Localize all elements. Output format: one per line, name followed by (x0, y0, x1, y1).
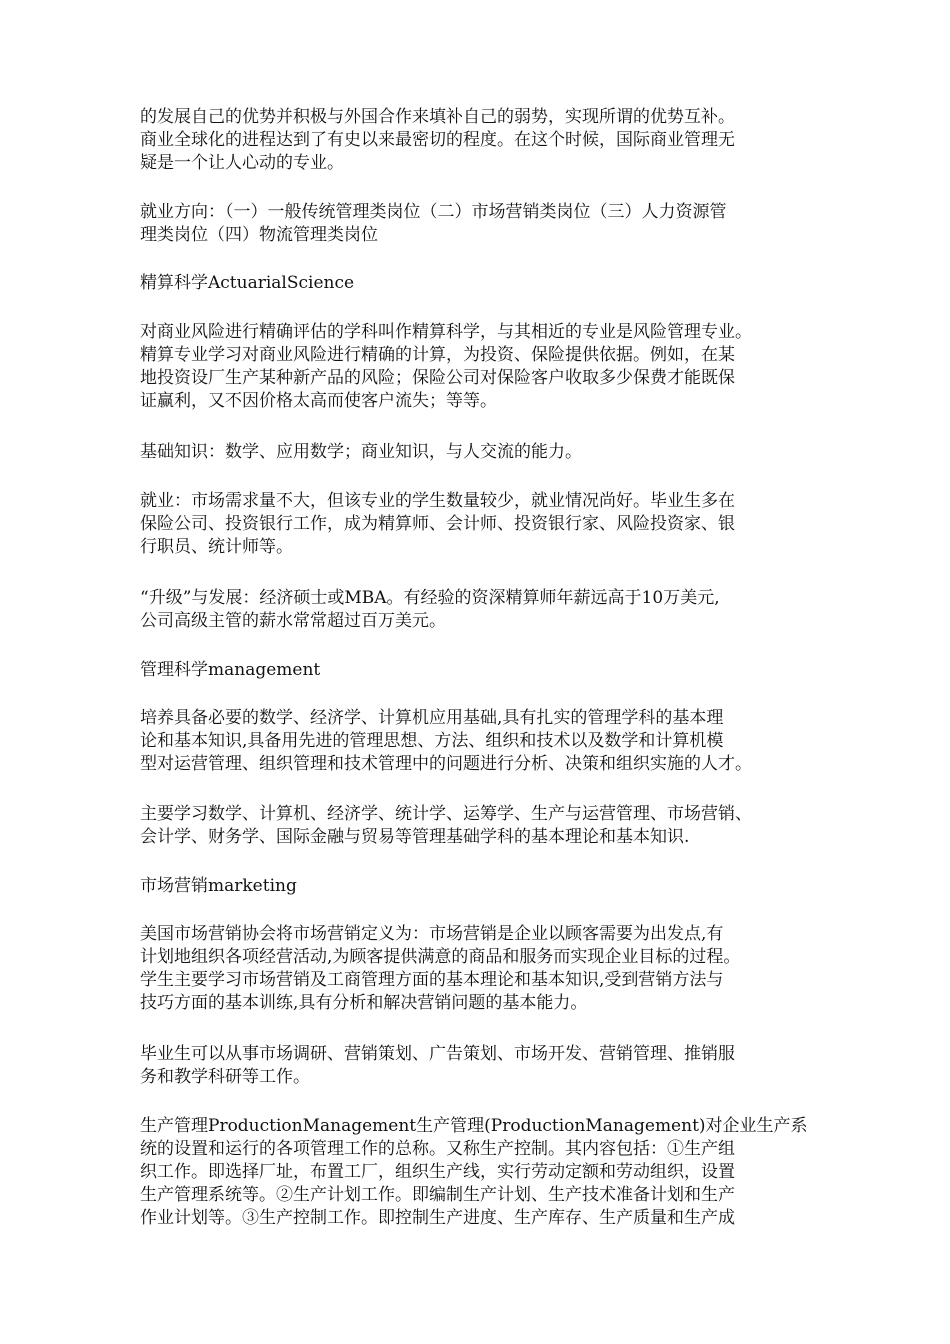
text-line: 理类岗位（四）物流管理类岗位 (140, 225, 378, 245)
text-line: 就业方向：（一）一般传统管理类岗位（二）市场营销类岗位（三）人力资源管 (140, 202, 727, 222)
text-line: 统的设置和运行的各项管理工作的总称。又称生产控制。其内容包括：①生产组 (140, 1139, 735, 1159)
text-line: 型对运营管理、组织管理和技术管理中的问题进行分析、决策和组织实施的人才。 (140, 754, 752, 774)
text-line: 商业全球化的进程达到了有史以来最密切的程度。在这个时候，国际商业管理无 (140, 130, 735, 150)
text-line: 公司高级主管的薪水常常超过百万美元。 (140, 611, 446, 631)
text-line: 保险公司、投资银行工作，成为精算师、会计师、投资银行家、风险投资家、银 (140, 514, 735, 534)
text-line: “升级”与发展：经济硕士或MBA。有经验的资深精算师年薪远高于10万美元, (140, 588, 720, 608)
paragraph-management-science-courses (140, 803, 830, 849)
paragraph-marketing-careers (140, 1043, 830, 1089)
text-line: 的发展自己的优势并积极与外国合作来填补自己的弱势，实现所谓的优势互补。 (140, 107, 735, 127)
text-line: 作业计划等。③生产控制工作。即控制生产进度、生产库存、生产质量和生产成 (140, 1208, 735, 1228)
text-line: 主要学习数学、计算机、经济学、统计学、运筹学、生产与运营管理、市场营销、 (140, 804, 752, 824)
text-line: 学生主要学习市场营销及工商管理方面的基本理论和基本知识,受到营销方法与 (140, 970, 724, 990)
text-line: 生产管理ProductionManagement生产管理(ProductionManagement)对企业生产系 (140, 1116, 808, 1136)
text-line: 论和基本知识,具备用先进的管理思想、方法、组织和技术以及数学和计算机模 (140, 731, 724, 751)
paragraph-production-management (140, 1115, 830, 1230)
text-line: 证赢利，又不因价格太高而使客户流失；等等。 (140, 391, 497, 411)
paragraph-actuarial-employment (140, 490, 830, 559)
paragraph-actuarial-basics (140, 441, 830, 464)
paragraph-actuarial-description (140, 321, 830, 413)
text-line: 地投资设厂生产某种新产品的风险；保险公司对保险客户收取多少保费才能既保 (140, 368, 735, 388)
text-line: 对商业风险进行精确评估的学科叫作精算科学，与其相近的专业是风险管理专业。 (140, 322, 752, 342)
text-line: 务和教学科研等工作。 (140, 1067, 310, 1087)
text-line: 会计学、财务学、国际金融与贸易等管理基础学科的基本理论和基本知识. (140, 827, 690, 847)
text-line: 行职员、统计师等。 (140, 537, 293, 557)
text-line: 疑是一个让人心动的专业。 (140, 153, 344, 173)
paragraph-actuarial-upgrade (140, 587, 830, 633)
text-line: 就业：市场需求量不大，但该专业的学生数量较少，就业情况尚好。毕业生多在 (140, 491, 735, 511)
paragraph-management-science-goals (140, 707, 830, 776)
text-line: 计划地组织各项经营活动,为顾客提供满意的商品和服务而实现企业目标的过程。 (140, 947, 741, 967)
text-line: 美国市场营销协会将市场营销定义为：市场营销是企业以顾客需要为出发点,有 (140, 924, 724, 944)
text-line: 精算专业学习对商业风险进行精确的计算，为投资、保险提供依据。例如，在某 (140, 345, 735, 365)
paragraph-career-directions (140, 201, 830, 247)
text-line: 市场营销marketing (140, 876, 297, 896)
text-line: 技巧方面的基本训练,具有分析和解决营销问题的基本能力。 (140, 993, 588, 1013)
heading-actuarial-science (140, 272, 830, 295)
text-line: 培养具备必要的数学、经济学、计算机应用基础,具有扎实的管理学科的基本理 (140, 708, 724, 728)
text-line: 精算科学ActuarialScience (140, 273, 355, 293)
text-line: 织工作。即选择厂址，布置工厂，组织生产线，实行劳动定额和劳动组织，设置 (140, 1162, 735, 1182)
text-line: 基础知识：数学、应用数学；商业知识，与人交流的能力。 (140, 442, 582, 462)
text-line: 管理科学management (140, 660, 321, 680)
heading-management-science (140, 659, 830, 682)
paragraph-marketing-definition (140, 923, 830, 1015)
text-line: 毕业生可以从事市场调研、营销策划、广告策划、市场开发、营销管理、推销服 (140, 1044, 735, 1064)
text-line: 生产管理系统等。②生产计划工作。即编制生产计划、生产技术准备计划和生产 (140, 1185, 735, 1205)
paragraph-intro-continuation (140, 106, 830, 175)
heading-marketing (140, 875, 830, 898)
